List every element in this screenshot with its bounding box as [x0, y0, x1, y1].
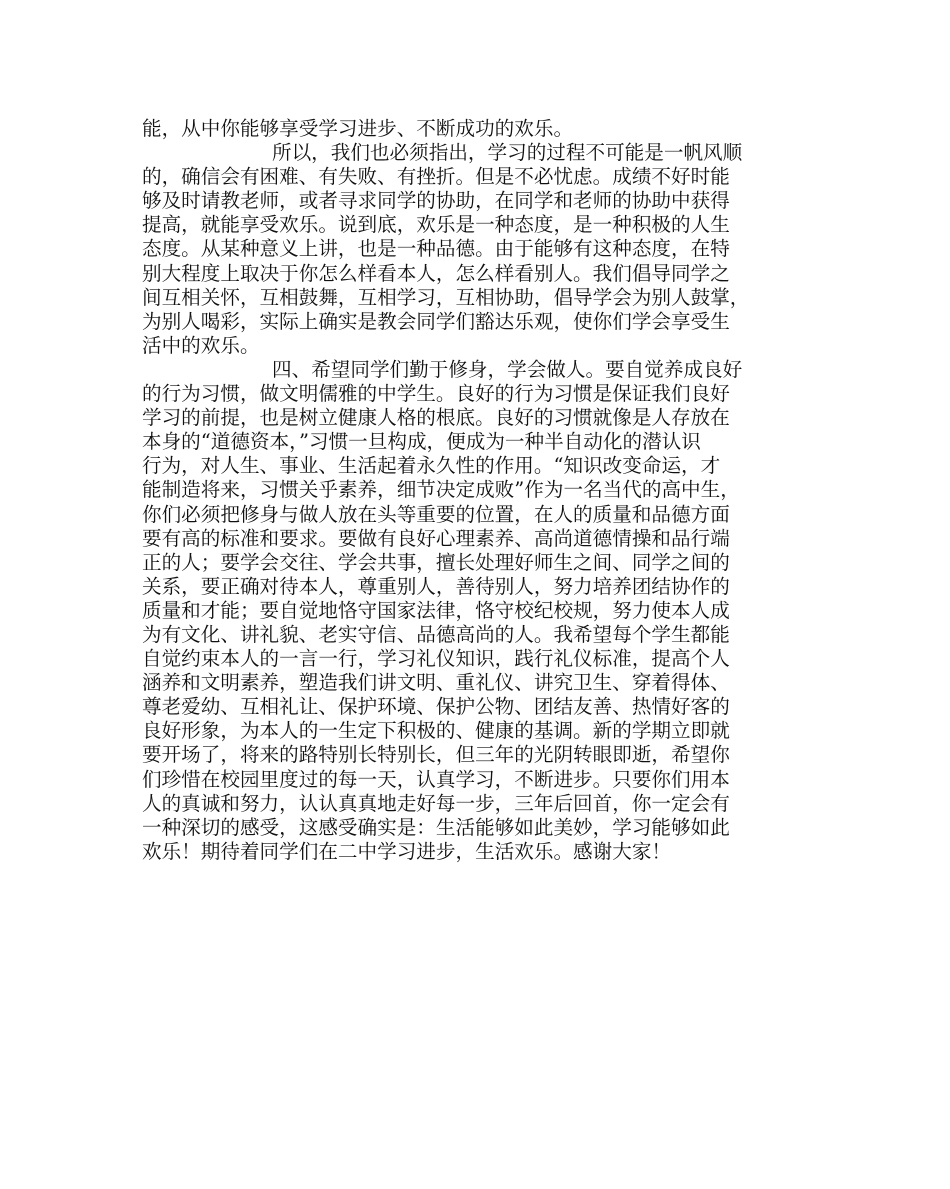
paragraph-first-line: 四、希望同学们勤于修身，学会做人。要自觉养成良好	[272, 357, 743, 381]
text-line: 提高，就能享受欢乐。说到底，欢乐是一种态度，是一种积极的人生	[142, 213, 730, 237]
text-line: 的行为习惯，做文明儒雅的中学生。良好的行为习惯是保证我们良好	[142, 382, 730, 406]
text-line: 欢乐！期待着同学们在二中学习进步，生活欢乐。感谢大家！	[142, 839, 672, 863]
text-line: 为有文化、讲礼貌、老实守信、品德高尚的人。我希望每个学生都能	[142, 622, 730, 646]
text-line: 们珍惜在校园里度过的每一天，认真学习，不断进步。只要你们用本	[142, 767, 730, 791]
text-line: 一种深切的感受，这感受确实是：生活能够如此美妙，学习能够如此	[142, 815, 730, 839]
paragraph-first-line: 所以，我们也必须指出，学习的过程不可能是一帆风顺	[272, 141, 743, 165]
text-line: 别大程度上取决于你怎么样看本人，怎么样看别人。我们倡导同学之	[142, 261, 730, 285]
text-line: 学习的前提，也是树立健康人格的根底。良好的习惯就像是人存放在	[142, 406, 730, 430]
text-line: 自觉约束本人的一言一行，学习礼仪知识，践行礼仪标准，提高个人	[142, 647, 730, 671]
text-line: 尊老爱幼、互相礼让、保护环境、保护公物、团结友善、热情好客的	[142, 695, 730, 719]
text-line: 的，确信会有困难、有失败、有挫折。但是不必忧虑。成绩不好时能	[142, 165, 730, 189]
text-line: 涵养和文明素养，塑造我们讲文明、重礼仪、讲究卫生、穿着得体、	[142, 671, 730, 695]
text-line: 质量和才能；要自觉地恪守国家法律，恪守校纪校规，努力使本人成	[142, 598, 730, 622]
text-line: 能，从中你能够享受学习进步、不断成功的欢乐。	[142, 117, 574, 140]
text-line: 关系，要正确对待本人，尊重别人，善待别人，努力培养团结协作的	[142, 574, 730, 598]
text-line: 要有高的标准和要求。要做有良好心理素养、高尚道德情操和品行端	[142, 526, 730, 550]
text-line: 要开场了，将来的路特别长特别长，但三年的光阴转眼即逝，希望你	[142, 743, 730, 767]
text-line: 态度。从某种意义上讲，也是一种品德。由于能够有这种态度，在特	[142, 237, 730, 261]
text-line: 良好形象，为本人的一生定下积极的、健康的基调。新的学期立即就	[142, 719, 730, 743]
text-line: 间互相关怀，互相鼓舞，互相学习，互相协助，倡导学会为别人鼓掌，	[142, 285, 750, 309]
text-line: 为别人喝彩，实际上确实是教会同学们豁达乐观，使你们学会享受生	[142, 309, 730, 333]
text-line: 人的真诚和努力，认认真真地走好每一步，三年后回首，你一定会有	[142, 791, 730, 815]
document-body-text	[142, 117, 832, 864]
text-line: 本身的“道德资本，”习惯一旦构成，便成为一种半自动化的潜认识	[142, 430, 701, 454]
text-line: 正的人；要学会交往、学会共事，擅长处理好师生之间、同学之间的	[142, 550, 730, 574]
text-line: 够及时请教老师，或者寻求同学的协助，在同学和老师的协助中获得	[142, 189, 730, 213]
text-line: 你们必须把修身与做人放在头等重要的位置，在人的质量和品德方面	[142, 502, 730, 526]
text-line: 能制造将来，习惯关乎素养，细节决定成败”作为一名当代的高中生，	[142, 478, 740, 502]
text-line: 活中的欢乐。	[142, 333, 260, 357]
text-line: 行为，对人生、事业、生活起着永久性的作用。“知识改变命运，才	[142, 454, 721, 478]
